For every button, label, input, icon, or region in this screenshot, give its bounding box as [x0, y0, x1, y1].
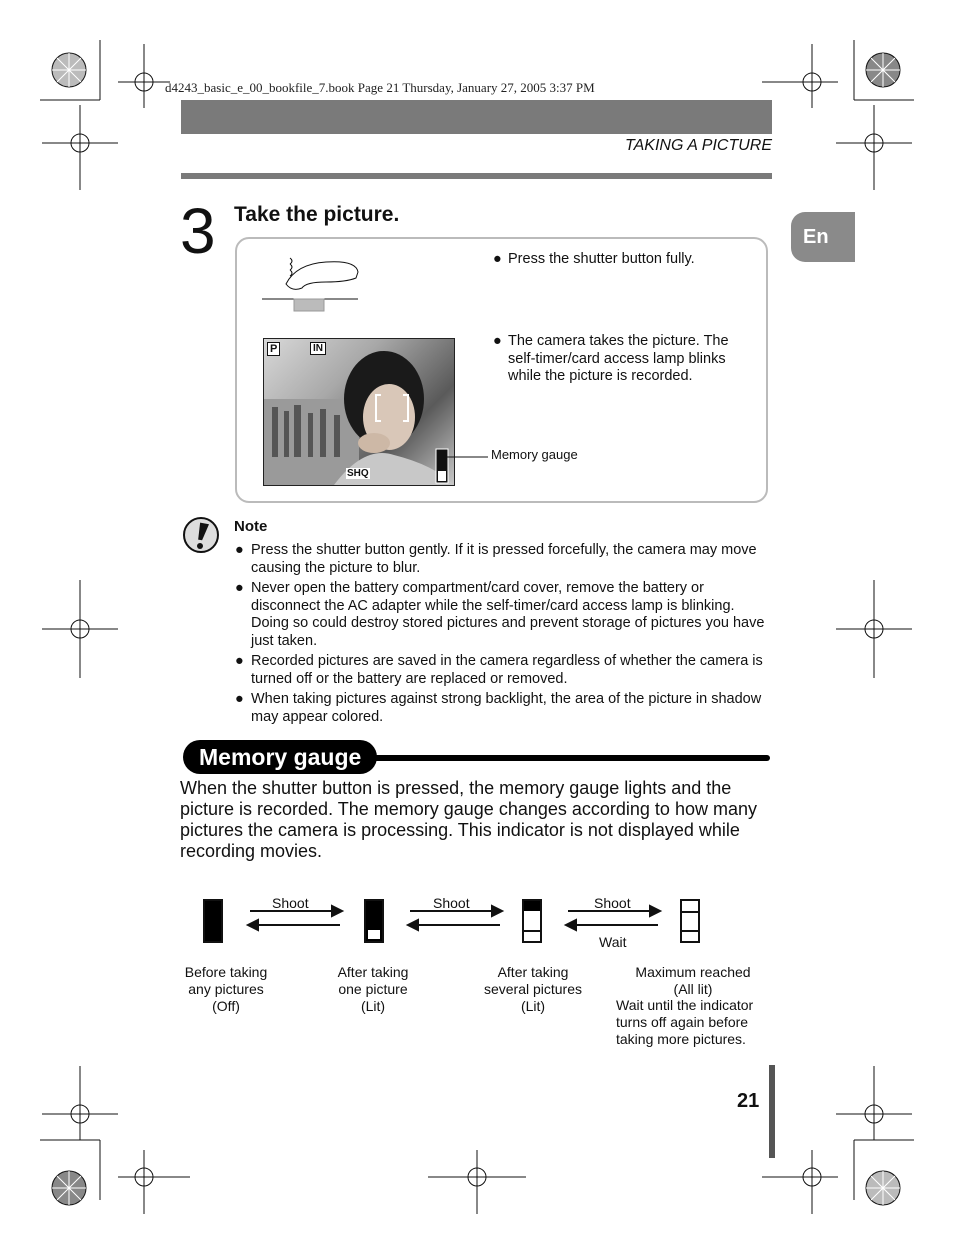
lcd-memory-indicator: IN [310, 342, 326, 355]
gauge-state-max [680, 899, 700, 943]
caption-max-note: Wait until the indicator turns off again before taking more pictures. [616, 997, 754, 1047]
header-bar [181, 100, 772, 134]
step-number: 3 [180, 195, 216, 267]
language-tab: En [791, 212, 855, 262]
step-title: Take the picture. [234, 203, 400, 226]
lcd-mode-indicator: P [267, 342, 280, 356]
header-rule [181, 173, 772, 179]
arrow-label-shoot-3: Shoot [594, 895, 631, 911]
lcd-quality-indicator: SHQ [347, 468, 369, 479]
lcd-preview-photo [263, 338, 455, 486]
gauge-state-off [203, 899, 223, 943]
section-title: TAKING A PICTURE [625, 137, 772, 154]
exclamation-icon [182, 516, 220, 554]
step-bullet-1 [493, 251, 763, 271]
memory-gauge-paragraph: When the shutter button is pressed, the memory gauge lights and the picture is recorded. The memory gauge changes according to how many pictures the camera is processing. This indicator is not displayed while recording movies. [180, 778, 757, 861]
note-item-text: Press the shutter button gently. If it is pressed forcefully, the camera may move causing the picture to blur. [251, 542, 757, 576]
memory-gauge-leader-line [440, 455, 490, 459]
arrow-label-wait: Wait [599, 934, 627, 950]
note-item: ● Recorded pictures are saved in the camera regardless of whether the camera is turned off or the battery are replaced or removed. [235, 653, 763, 687]
note-title: Note [234, 518, 268, 535]
page-edge-bar [769, 1065, 775, 1158]
note-item: ● Press the shutter button gently. If it is pressed forcefully, the camera may move causing the picture to blur. [235, 542, 757, 576]
note-item-text: Never open the battery compartment/card cover, remove the battery or disconnect the AC adapter while the self-timer/card access lamp is blinking. Doing so could destroy stored pictures and prevent storage of pictures you have just taken. [251, 580, 765, 649]
bullet-dot: ● [493, 251, 502, 267]
step-bullet-text: The camera takes the picture. The self-timer/card access lamp blinks while the picture is recorded. [508, 333, 729, 384]
page-number: 21 [737, 1090, 760, 1112]
memory-gauge-heading-rule [370, 755, 770, 761]
caption-one: After taking one picture (Lit) [337, 964, 409, 1014]
memory-gauge-callout: Memory gauge [491, 447, 578, 462]
note-list [235, 542, 775, 729]
step-bullet-text: Press the shutter button fully. [508, 251, 695, 267]
note-item: ● Never open the battery compartment/card cover, remove the battery or disconnect the AC adapter while the self-timer/card access lamp is blinking. Doing so could destroy stored pictures and prevent storage of pictures you have just taken. [235, 580, 765, 649]
bullet-dot: ● [493, 333, 502, 349]
shutter-press-illustration [258, 250, 368, 314]
note-item-text: When taking pictures against strong backlight, the area of the picture in shadow may appear colored. [251, 691, 762, 725]
arrow-label-shoot-1: Shoot [272, 895, 309, 911]
arrow-label-shoot-2: Shoot [433, 895, 470, 911]
book-slug-line: d4243_basic_e_00_bookfile_7.book Page 21 Thursday, January 27, 2005 3:37 PM [165, 80, 595, 95]
caption-before: Before taking any pictures (Off) [184, 964, 268, 1014]
lcd-overlay [264, 339, 454, 485]
memory-gauge-heading: Memory gauge [183, 740, 377, 774]
note-item-text: Recorded pictures are saved in the camera regardless of whether the camera is turned off or the battery are replaced or removed. [251, 653, 763, 687]
caption-several: After taking several pictures (Lit) [483, 964, 583, 1014]
step-bullet-2 [493, 333, 763, 393]
caption-max: Maximum reached (All lit) [635, 964, 751, 997]
note-item: ● When taking pictures against strong backlight, the area of the picture in shadow may appear colored. [235, 691, 762, 725]
